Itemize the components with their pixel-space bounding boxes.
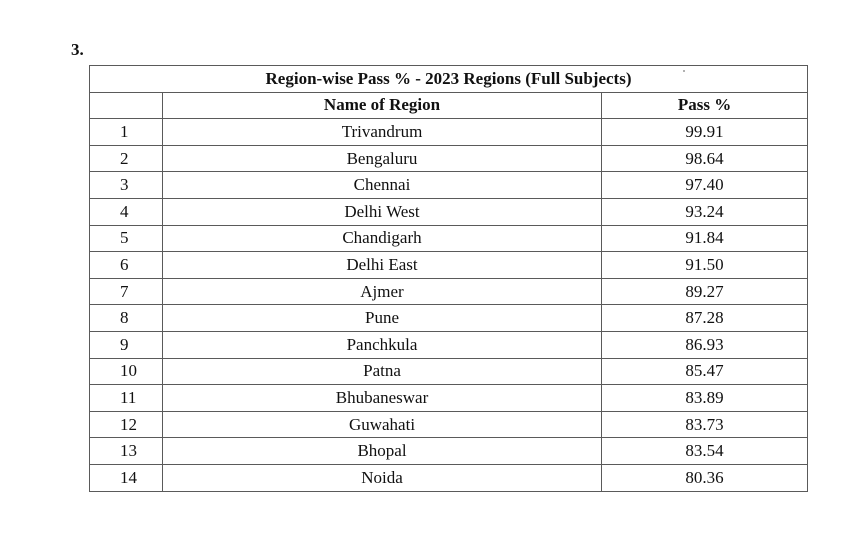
region-pass-table bbox=[89, 65, 808, 492]
header-region-name: Name of Region bbox=[163, 92, 602, 119]
pass-percent-cell: 87.28 bbox=[602, 305, 808, 332]
region-name-cell: Trivandrum bbox=[163, 119, 602, 146]
region-name-cell: Chennai bbox=[163, 172, 602, 199]
region-name-cell: Delhi West bbox=[163, 198, 602, 225]
header-pass-percent: Pass % bbox=[602, 92, 808, 119]
pass-percent-cell: 98.64 bbox=[602, 145, 808, 172]
table-row bbox=[90, 358, 808, 385]
region-name-cell: Patna bbox=[163, 358, 602, 385]
table-row bbox=[90, 438, 808, 465]
sno-cell: 13 bbox=[90, 438, 163, 465]
table-row bbox=[90, 385, 808, 412]
table-body bbox=[90, 66, 808, 492]
table-title-row bbox=[90, 66, 808, 93]
pass-percent-cell: 83.89 bbox=[602, 385, 808, 412]
pass-percent-cell: 99.91 bbox=[602, 119, 808, 146]
table-header-row bbox=[90, 92, 808, 119]
section-number: 3. bbox=[71, 40, 84, 59]
sno-cell: 12 bbox=[90, 411, 163, 438]
table-row bbox=[90, 278, 808, 305]
pass-percent-cell: 97.40 bbox=[602, 172, 808, 199]
region-name-cell: Noida bbox=[163, 464, 602, 491]
sno-cell: 3 bbox=[90, 172, 163, 199]
region-name-cell: Pune bbox=[163, 305, 602, 332]
pass-percent-cell: 85.47 bbox=[602, 358, 808, 385]
table-row bbox=[90, 252, 808, 279]
table-row bbox=[90, 172, 808, 199]
region-name-cell: Bhopal bbox=[163, 438, 602, 465]
table-row bbox=[90, 119, 808, 146]
table-row bbox=[90, 305, 808, 332]
pass-percent-cell: 83.73 bbox=[602, 411, 808, 438]
pass-percent-cell: 83.54 bbox=[602, 438, 808, 465]
pass-percent-cell: 91.84 bbox=[602, 225, 808, 252]
region-name-cell: Ajmer bbox=[163, 278, 602, 305]
pass-percent-cell: 86.93 bbox=[602, 331, 808, 358]
sno-cell: 11 bbox=[90, 385, 163, 412]
table-row bbox=[90, 411, 808, 438]
region-name-cell: Bengaluru bbox=[163, 145, 602, 172]
region-name-cell: Chandigarh bbox=[163, 225, 602, 252]
table-title: Region-wise Pass % - 2023 Regions (Full Subjects) bbox=[90, 66, 808, 93]
region-name-cell: Delhi East bbox=[163, 252, 602, 279]
sno-cell: 4 bbox=[90, 198, 163, 225]
sno-cell: 14 bbox=[90, 464, 163, 491]
sno-cell: 5 bbox=[90, 225, 163, 252]
sno-cell: 9 bbox=[90, 331, 163, 358]
pass-percent-cell: 93.24 bbox=[602, 198, 808, 225]
region-name-cell: Bhubaneswar bbox=[163, 385, 602, 412]
sno-cell: 2 bbox=[90, 145, 163, 172]
table-row bbox=[90, 145, 808, 172]
pass-percent-cell: 91.50 bbox=[602, 252, 808, 279]
sno-cell: 7 bbox=[90, 278, 163, 305]
table-row bbox=[90, 225, 808, 252]
sno-cell: 1 bbox=[90, 119, 163, 146]
sno-cell: 8 bbox=[90, 305, 163, 332]
region-name-cell: Guwahati bbox=[163, 411, 602, 438]
pass-percent-cell: 80.36 bbox=[602, 464, 808, 491]
sno-cell: 6 bbox=[90, 252, 163, 279]
header-sno bbox=[90, 92, 163, 119]
region-name-cell: Panchkula bbox=[163, 331, 602, 358]
pass-percent-cell: 89.27 bbox=[602, 278, 808, 305]
table-row bbox=[90, 331, 808, 358]
table-row bbox=[90, 464, 808, 491]
table-row bbox=[90, 198, 808, 225]
sno-cell: 10 bbox=[90, 358, 163, 385]
